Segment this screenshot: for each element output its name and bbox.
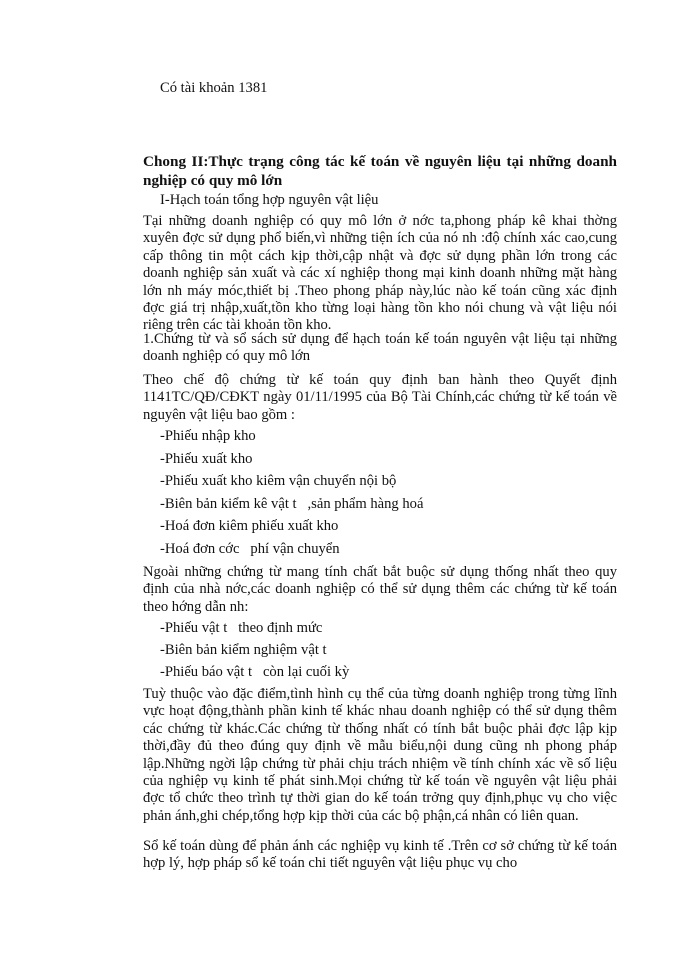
paragraph-2: Theo chế độ chứng từ kế toán quy định ban hành theo Quyết định 1141TC/QĐ/CĐKT ngày 01/11/1995 của Bộ Tài Chính,các chứng từ kế toán về nguyên vật liệu bao gồm :: [143, 372, 617, 423]
paragraph-5: Sổ kế toán dùng để phản ánh các nghiệp vụ kinh tế .Trên cơ sở chứng từ kế toán hợp lý, hợp pháp sổ kế toán chi tiết nguyên vật liệu phục vụ cho: [143, 838, 617, 872]
list-item: -Phiếu báo vật t còn lại cuối kỳ: [160, 664, 350, 680]
paragraph-4: Tuỳ thuộc vào đặc điểm,tình hình cụ thể của từng doanh nghiệp trong từng lĩnh vực hoạt động,thành phần kinh tế khác nhau doanh nghiệp có thể sử dụng thêm các chứng từ khác.Các chứng từ thống nhất có tính bắt buộc phải đợc lập kịp thời,đầy đủ theo đúng quy định về mẫu biểu,nội dung cũng nh phong pháp lập.Những ngời lập chứng từ phải chịu trách nhiệm về tính chính xác về số liệu của nghiệp vụ kinh tế phát sinh.Mọi chứng từ kế toán về nguyên vật liệu phải đợc tổ chức theo trình tự thời gian do kế toán trởng quy định,phục vụ cho việc phản ánh,ghi chép,tổng hợp kịp thời của các bộ phận,cá nhân có liên quan.: [143, 686, 617, 824]
account-line: Có tài khoản 1381: [160, 80, 268, 96]
chapter-heading: Chong II:Thực trạng công tác kế toán về nguyên liệu tại những doanh nghiệp có quy mô lớn: [143, 153, 617, 189]
paragraph-1: Tại những doanh nghiệp có quy mô lớn ở nớc ta,phong pháp kê khai thờng xuyên đợc sử dụng phổ biến,vì những tiện ích của nó nh :độ chính xác cao,cung cấp thông tin một cách kịp thời,cập nhật và đợc sử dụng phần lớn trong các doanh nghiệp sản xuất và các xí nghiệp thong mại kinh doanh những mặt hàng lớn nh máy móc,thiết bị .Theo phong pháp này,lúc nào kế toán cũng xác định đợc giá trị nhập,xuất,tồn kho từng loại hàng tồn kho nói chung và vật liệu nói riêng trên các tài khoản tồn kho.: [143, 213, 617, 334]
list-item: -Phiếu nhập kho: [160, 428, 256, 444]
paragraph-3: Ngoài những chứng từ mang tính chất bắt buộc sử dụng thống nhất theo quy định của nhà nớc,các doanh nghiệp có thể sử dụng thêm các chứng từ kế toán theo hớng dẫn nh:: [143, 564, 617, 615]
list-item: -Phiếu xuất kho kiêm vận chuyển nội bộ: [160, 473, 397, 489]
list-item: -Hoá đơn kiêm phiếu xuất kho: [160, 518, 339, 534]
list-item: -Biên bản kiểm nghiệm vật t: [160, 642, 327, 658]
section-heading: I-Hạch toán tổng hợp nguyên vật liệu: [160, 192, 379, 208]
list-item: -Phiếu xuất kho: [160, 451, 253, 467]
list-item: -Phiếu vật t theo định mức: [160, 620, 323, 636]
subsection-heading-1: 1.Chứng từ và sổ sách sử dụng để hạch toán kế toán nguyên vật liệu tại những doanh nghiệp có quy mô lớn: [143, 331, 617, 365]
list-item: -Hoá đơn cớc phí vận chuyển: [160, 541, 340, 557]
list-item: -Biên bản kiểm kê vật t ,sản phẩm hàng hoá: [160, 496, 424, 512]
